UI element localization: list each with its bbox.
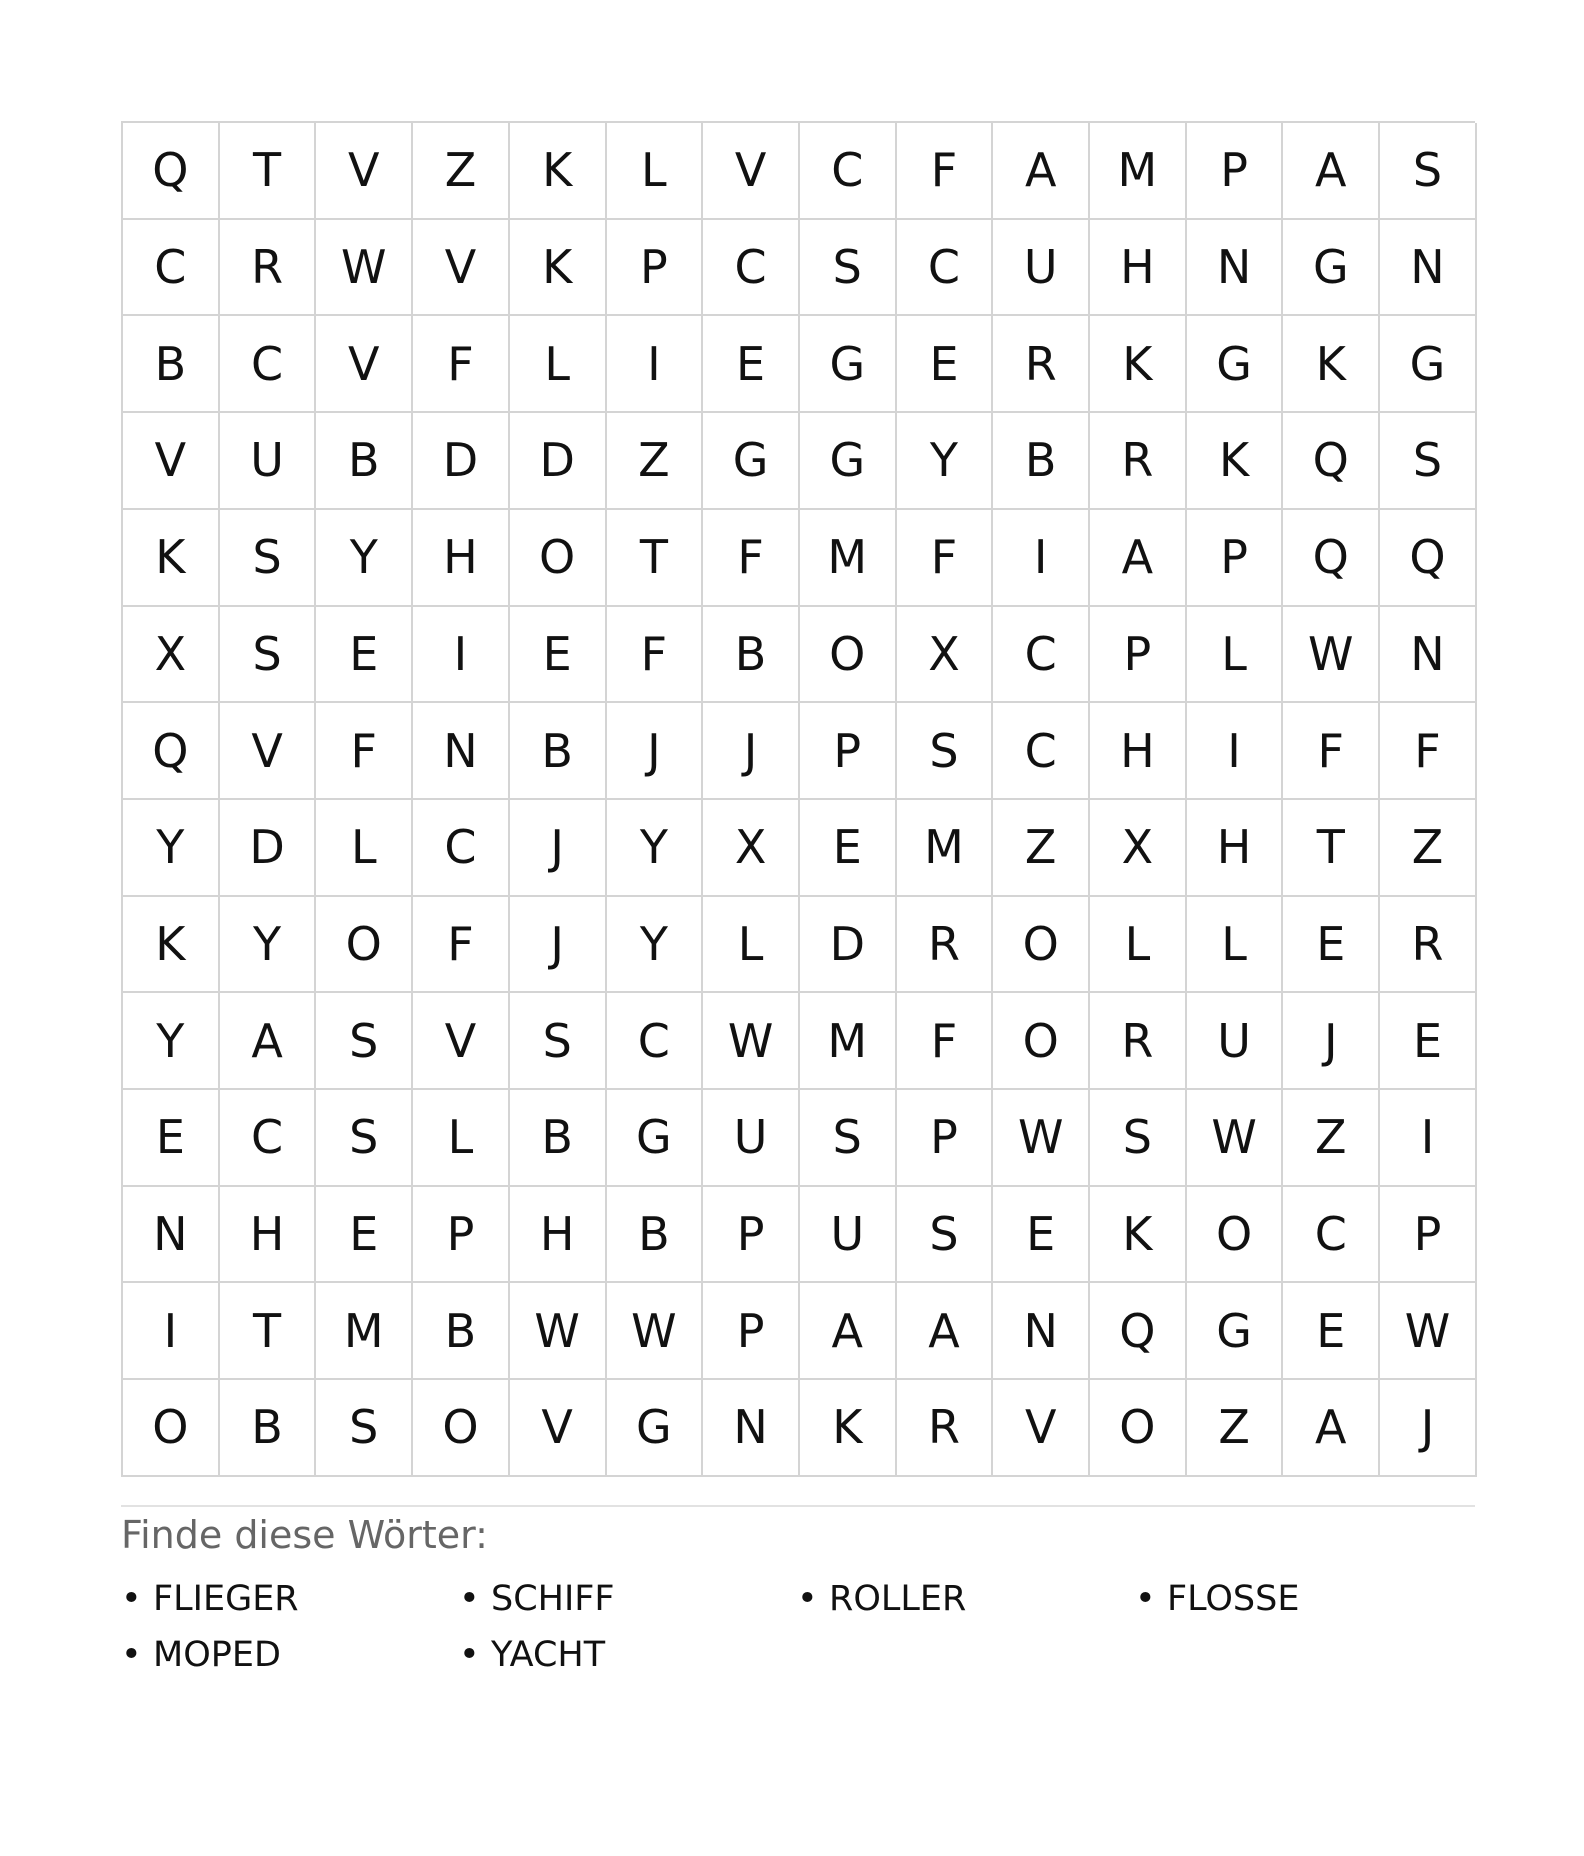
grid-cell[interactable]: J (510, 897, 607, 994)
grid-cell[interactable]: V (316, 316, 413, 413)
grid-cell[interactable]: A (800, 1283, 897, 1380)
grid-cell[interactable]: T (220, 123, 317, 220)
grid-cell[interactable]: I (1380, 1090, 1477, 1187)
grid-cell[interactable]: L (703, 897, 800, 994)
grid-cell[interactable]: B (123, 316, 220, 413)
grid-cell[interactable]: C (220, 1090, 317, 1187)
grid-cell[interactable]: L (1187, 897, 1284, 994)
grid-cell[interactable]: T (607, 510, 704, 607)
grid-cell[interactable]: G (1283, 220, 1380, 317)
grid-cell[interactable]: A (1090, 510, 1187, 607)
grid-cell[interactable]: N (123, 1187, 220, 1284)
grid-cell[interactable]: V (413, 993, 510, 1090)
grid-cell[interactable]: Q (123, 703, 220, 800)
grid-cell[interactable]: N (413, 703, 510, 800)
grid-cell[interactable]: X (897, 607, 994, 704)
grid-cell[interactable]: E (510, 607, 607, 704)
grid-cell[interactable]: W (510, 1283, 607, 1380)
grid-cell[interactable]: B (510, 703, 607, 800)
grid-cell[interactable]: E (703, 316, 800, 413)
grid-cell[interactable]: C (897, 220, 994, 317)
grid-cell[interactable]: A (993, 123, 1090, 220)
grid-cell[interactable]: D (510, 413, 607, 510)
grid-cell[interactable]: S (1090, 1090, 1187, 1187)
word-label: FLOSSE (1167, 1579, 1300, 1620)
grid-cell[interactable]: Z (1187, 1380, 1284, 1477)
grid-cell[interactable]: U (800, 1187, 897, 1284)
grid-cell[interactable]: B (607, 1187, 704, 1284)
grid-cell[interactable]: F (316, 703, 413, 800)
grid-cell[interactable]: F (897, 510, 994, 607)
grid-cell[interactable]: U (220, 413, 317, 510)
grid-cell[interactable]: O (316, 897, 413, 994)
grid-cell[interactable]: S (316, 1380, 413, 1477)
grid-cell[interactable]: Q (1380, 510, 1477, 607)
grid-cell[interactable]: O (123, 1380, 220, 1477)
grid-cell[interactable]: I (123, 1283, 220, 1380)
grid-cell[interactable]: P (1187, 123, 1284, 220)
grid-cell[interactable]: M (800, 510, 897, 607)
grid-cell[interactable]: N (1380, 607, 1477, 704)
grid-cell[interactable]: F (897, 993, 994, 1090)
grid-cell[interactable]: B (316, 413, 413, 510)
word-list (121, 1578, 1475, 1676)
grid-cell[interactable]: Y (897, 413, 994, 510)
grid-cell[interactable]: Y (220, 897, 317, 994)
grid-cell[interactable]: J (607, 703, 704, 800)
grid-cell[interactable]: Y (607, 897, 704, 994)
grid-cell[interactable]: P (897, 1090, 994, 1187)
grid-cell[interactable]: U (993, 220, 1090, 317)
grid-cell[interactable]: C (703, 220, 800, 317)
grid-cell[interactable]: W (316, 220, 413, 317)
grid-cell[interactable]: G (607, 1090, 704, 1187)
grid-cell[interactable]: S (220, 510, 317, 607)
grid-cell[interactable]: T (220, 1283, 317, 1380)
grid-cell[interactable]: V (510, 1380, 607, 1477)
grid-cell[interactable]: S (510, 993, 607, 1090)
grid-cell[interactable]: G (800, 413, 897, 510)
grid-cell[interactable]: R (1090, 993, 1187, 1090)
grid-cell[interactable]: C (1283, 1187, 1380, 1284)
grid-cell[interactable]: E (1283, 1283, 1380, 1380)
grid-cell[interactable]: K (1283, 316, 1380, 413)
grid-cell[interactable]: P (1090, 607, 1187, 704)
grid-cell[interactable]: E (897, 316, 994, 413)
grid-cell[interactable]: W (993, 1090, 1090, 1187)
word-search-puzzle (121, 121, 1475, 1676)
bullet-icon: • (1135, 1579, 1156, 1620)
grid-cell[interactable]: R (1380, 897, 1477, 994)
grid-cell[interactable]: G (800, 316, 897, 413)
word-label: ROLLER (829, 1579, 967, 1620)
grid-cell[interactable]: V (123, 413, 220, 510)
word-label: YACHT (491, 1635, 606, 1676)
grid-cell[interactable]: Q (123, 123, 220, 220)
grid-cell[interactable]: H (1187, 800, 1284, 897)
grid-cell[interactable]: U (1187, 993, 1284, 1090)
grid-cell[interactable]: S (1380, 123, 1477, 220)
grid-cell[interactable]: P (703, 1283, 800, 1380)
grid-cell[interactable]: Y (316, 510, 413, 607)
grid-cell[interactable]: F (703, 510, 800, 607)
grid-cell[interactable]: O (1187, 1187, 1284, 1284)
grid-cell[interactable]: G (1187, 1283, 1284, 1380)
grid-cell[interactable]: P (1187, 510, 1284, 607)
grid-cell[interactable]: A (1283, 123, 1380, 220)
grid-cell[interactable]: Q (1283, 510, 1380, 607)
word-list-title: Finde diese Wörter: (121, 1512, 488, 1557)
grid-cell[interactable]: K (123, 510, 220, 607)
grid-cell[interactable]: F (607, 607, 704, 704)
word-list-item (121, 1634, 459, 1676)
grid-cell[interactable]: O (993, 993, 1090, 1090)
grid-cell[interactable]: L (1187, 607, 1284, 704)
divider (121, 1505, 1475, 1507)
letter-grid (121, 121, 1475, 1477)
grid-cell[interactable]: I (413, 607, 510, 704)
word-label: FLIEGER (153, 1579, 299, 1620)
grid-cell[interactable]: D (413, 413, 510, 510)
grid-cell[interactable]: W (1380, 1283, 1477, 1380)
grid-cell[interactable]: M (800, 993, 897, 1090)
word-list-item (459, 1634, 797, 1676)
grid-cell[interactable]: F (1283, 703, 1380, 800)
grid-cell[interactable]: R (897, 1380, 994, 1477)
word-list-item (121, 1578, 459, 1620)
grid-cell[interactable]: C (123, 220, 220, 317)
word-label: MOPED (153, 1635, 281, 1676)
grid-cell[interactable]: X (123, 607, 220, 704)
grid-cell[interactable]: V (413, 220, 510, 317)
grid-cell[interactable]: P (607, 220, 704, 317)
grid-cell[interactable]: B (993, 413, 1090, 510)
grid-cell[interactable]: F (413, 316, 510, 413)
grid-cell[interactable]: Q (1090, 1283, 1187, 1380)
grid-cell[interactable]: O (413, 1380, 510, 1477)
grid-cell[interactable]: L (510, 316, 607, 413)
grid-cell[interactable]: H (1090, 220, 1187, 317)
grid-cell[interactable]: D (800, 897, 897, 994)
grid-cell[interactable]: R (993, 316, 1090, 413)
grid-cell[interactable]: T (1283, 800, 1380, 897)
grid-cell[interactable]: O (1090, 1380, 1187, 1477)
word-label: SCHIFF (491, 1579, 615, 1620)
grid-cell[interactable]: C (413, 800, 510, 897)
grid-cell[interactable]: L (1090, 897, 1187, 994)
grid-cell[interactable]: C (993, 607, 1090, 704)
word-list-item (797, 1578, 1135, 1620)
grid-cell[interactable]: Z (1283, 1090, 1380, 1187)
grid-cell[interactable]: W (703, 993, 800, 1090)
grid-cell[interactable]: C (800, 123, 897, 220)
grid-cell[interactable]: K (123, 897, 220, 994)
grid-cell[interactable]: W (1187, 1090, 1284, 1187)
grid-cell[interactable]: K (1187, 413, 1284, 510)
grid-cell[interactable]: N (993, 1283, 1090, 1380)
grid-cell[interactable]: S (897, 703, 994, 800)
grid-cell[interactable]: Y (123, 800, 220, 897)
grid-cell[interactable]: S (316, 1090, 413, 1187)
grid-cell[interactable]: G (1380, 316, 1477, 413)
grid-cell[interactable]: P (800, 703, 897, 800)
grid-cell[interactable]: W (607, 1283, 704, 1380)
grid-cell[interactable]: P (413, 1187, 510, 1284)
grid-cell[interactable]: O (800, 607, 897, 704)
grid-cell[interactable]: N (1187, 220, 1284, 317)
grid-cell[interactable]: F (1380, 703, 1477, 800)
grid-cell[interactable]: G (1187, 316, 1284, 413)
grid-cell[interactable]: V (703, 123, 800, 220)
grid-cell[interactable]: K (1090, 316, 1187, 413)
bullet-icon: • (121, 1579, 142, 1620)
grid-cell[interactable]: S (316, 993, 413, 1090)
grid-cell[interactable]: E (316, 607, 413, 704)
grid-cell[interactable]: N (703, 1380, 800, 1477)
grid-cell[interactable]: O (993, 897, 1090, 994)
word-list-item (1135, 1578, 1473, 1620)
grid-cell[interactable]: V (316, 123, 413, 220)
grid-cell[interactable]: X (703, 800, 800, 897)
grid-cell[interactable]: S (897, 1187, 994, 1284)
grid-cell[interactable]: I (1187, 703, 1284, 800)
grid-cell[interactable]: B (703, 607, 800, 704)
grid-cell[interactable]: B (413, 1283, 510, 1380)
grid-cell[interactable]: L (413, 1090, 510, 1187)
grid-cell[interactable]: A (897, 1283, 994, 1380)
grid-cell[interactable]: J (1380, 1380, 1477, 1477)
grid-cell[interactable]: S (1380, 413, 1477, 510)
grid-cell[interactable]: F (413, 897, 510, 994)
grid-cell[interactable]: H (510, 1187, 607, 1284)
grid-cell[interactable]: M (316, 1283, 413, 1380)
bullet-icon: • (797, 1579, 818, 1620)
grid-cell[interactable]: Q (1283, 413, 1380, 510)
grid-cell[interactable]: R (897, 897, 994, 994)
grid-cell[interactable]: A (220, 993, 317, 1090)
grid-cell[interactable]: S (800, 220, 897, 317)
grid-cell[interactable]: P (1380, 1187, 1477, 1284)
grid-cell[interactable]: E (123, 1090, 220, 1187)
grid-cell[interactable]: A (1283, 1380, 1380, 1477)
grid-cell[interactable]: E (800, 800, 897, 897)
grid-cell[interactable]: E (1380, 993, 1477, 1090)
grid-cell[interactable]: H (220, 1187, 317, 1284)
grid-cell[interactable]: J (1283, 993, 1380, 1090)
grid-cell[interactable]: X (1090, 800, 1187, 897)
word-list-item (459, 1578, 797, 1620)
grid-cell[interactable]: E (993, 1187, 1090, 1284)
grid-cell[interactable]: S (800, 1090, 897, 1187)
grid-cell[interactable]: E (1283, 897, 1380, 994)
grid-cell[interactable]: I (607, 316, 704, 413)
grid-cell[interactable]: Z (413, 123, 510, 220)
grid-cell[interactable]: V (220, 703, 317, 800)
grid-cell[interactable]: L (607, 123, 704, 220)
grid-cell[interactable]: H (1090, 703, 1187, 800)
grid-cell[interactable]: B (220, 1380, 317, 1477)
grid-cell[interactable]: P (703, 1187, 800, 1284)
grid-cell[interactable]: M (897, 800, 994, 897)
grid-cell[interactable]: W (1283, 607, 1380, 704)
grid-cell[interactable]: L (316, 800, 413, 897)
grid-cell[interactable]: F (897, 123, 994, 220)
grid-cell[interactable]: G (703, 413, 800, 510)
grid-cell[interactable]: I (993, 510, 1090, 607)
grid-cell[interactable]: C (220, 316, 317, 413)
grid-cell[interactable]: N (1380, 220, 1477, 317)
grid-cell[interactable]: J (510, 800, 607, 897)
bullet-icon: • (459, 1579, 480, 1620)
grid-cell[interactable]: B (510, 1090, 607, 1187)
grid-cell[interactable]: U (703, 1090, 800, 1187)
grid-cell[interactable]: C (993, 703, 1090, 800)
grid-cell[interactable]: M (1090, 123, 1187, 220)
grid-cell[interactable]: G (607, 1380, 704, 1477)
bullet-icon: • (459, 1635, 480, 1676)
grid-cell[interactable]: Z (993, 800, 1090, 897)
grid-cell[interactable]: Z (607, 413, 704, 510)
grid-cell[interactable]: S (220, 607, 317, 704)
grid-cell[interactable]: K (510, 123, 607, 220)
grid-cell[interactable]: D (220, 800, 317, 897)
grid-cell[interactable]: R (220, 220, 317, 317)
grid-cell[interactable]: R (1090, 413, 1187, 510)
grid-cell[interactable]: K (800, 1380, 897, 1477)
grid-cell[interactable]: H (413, 510, 510, 607)
grid-cell[interactable]: C (607, 993, 704, 1090)
grid-cell[interactable]: Y (607, 800, 704, 897)
grid-cell[interactable]: E (316, 1187, 413, 1284)
grid-cell[interactable]: V (993, 1380, 1090, 1477)
grid-cell[interactable]: Y (123, 993, 220, 1090)
grid-cell[interactable]: K (510, 220, 607, 317)
bullet-icon: • (121, 1635, 142, 1676)
grid-cell[interactable]: K (1090, 1187, 1187, 1284)
grid-cell[interactable]: J (703, 703, 800, 800)
grid-cell[interactable]: Z (1380, 800, 1477, 897)
grid-cell[interactable]: O (510, 510, 607, 607)
